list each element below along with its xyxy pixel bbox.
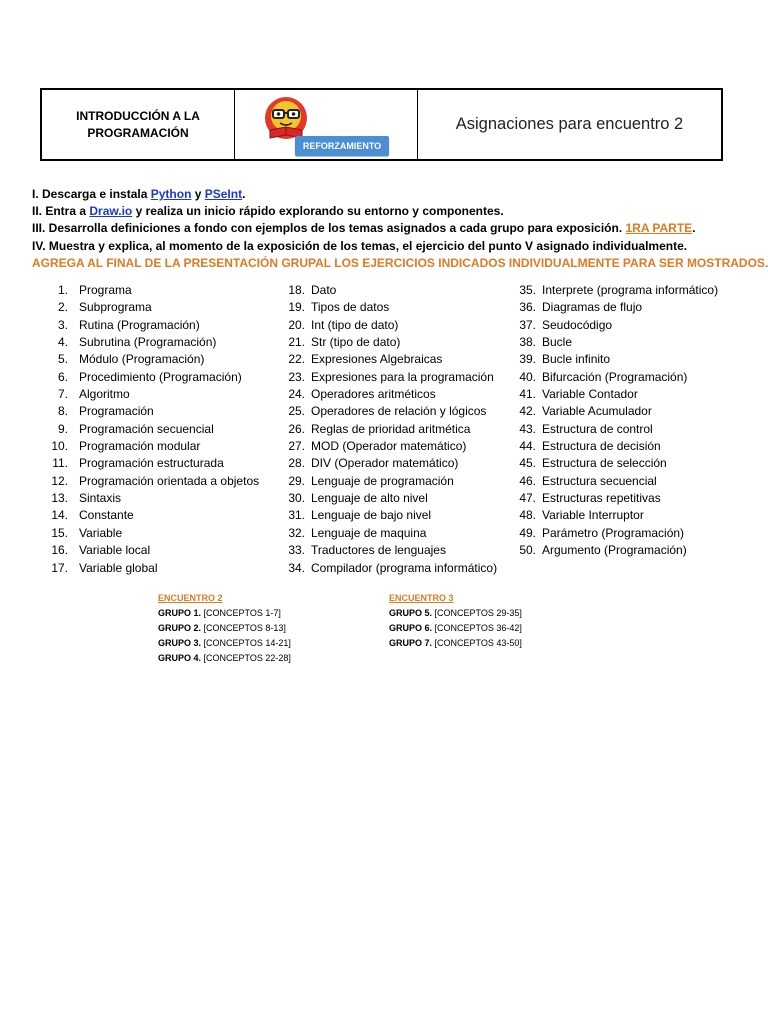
concept-label: Constante [79,508,134,523]
concept-item [288,542,497,559]
concept-number: 8. [57,404,68,419]
encuentro-title: ENCUENTRO 3 [389,593,454,603]
concept-label: DIV (Operador matemático) [311,456,459,471]
concept-label: Argumento (Programación) [542,543,687,558]
title-cell [418,90,721,159]
concept-number: 27. [288,439,305,454]
concept-number: 13. [51,491,68,506]
concept-label: Variable local [79,543,151,558]
group-range: [CONCEPTOS 22-28] [203,653,291,663]
concepts-column-1 [48,282,259,577]
concept-item [519,351,718,368]
concept-label: Tipos de datos [311,300,390,315]
concept-label: Procedimiento (Programación) [79,369,242,384]
concept-number: 49. [519,525,536,540]
course-title-line1: INTRODUCCIÓN A LA [76,108,200,123]
concept-item [48,525,259,542]
concept-item [519,334,718,351]
concept-label: Operadores de relación y lógicos [311,404,487,419]
first-part-highlight: 1RA PARTE [625,221,693,236]
instruction-3-text: III. Desarrolla definiciones a fondo con ejemplos de los temas asignados a cada grupo para exposición. [32,221,626,236]
concept-label: Expresiones Algebraicas [311,352,443,367]
instruction-3-end: . [692,221,696,236]
group-range: [CONCEPTOS 43-50] [434,638,522,648]
concept-number: 30. [288,491,305,506]
concept-number: 12. [51,473,68,488]
concept-number: 39. [519,352,536,367]
concept-label: Operadores aritméticos [311,387,436,402]
concept-label: MOD (Operador matemático) [311,439,467,454]
concept-item [519,421,718,438]
group-label: GRUPO 2. [158,623,202,633]
concept-item [48,403,259,420]
concept-number: 50. [519,543,536,558]
drawio-link[interactable]: Draw.io [89,204,133,219]
concept-number: 42. [519,404,536,419]
concept-number: 19. [288,300,305,315]
group-label: GRUPO 5. [389,608,433,618]
concept-label: Programación [79,404,154,419]
concept-number: 43. [519,421,536,436]
concept-number: 37. [519,317,536,332]
concept-label: Lenguaje de bajo nivel [311,508,432,523]
concept-label: Estructura secuencial [542,473,657,488]
concept-label: Programación modular [79,439,201,454]
concept-number: 17. [51,560,68,575]
concept-item [288,351,497,368]
instructions [32,186,768,272]
instruction-2-end: y realiza un inicio rápido explorando su entorno y componentes. [132,204,504,219]
encuentro-title: ENCUENTRO 2 [158,593,223,603]
concept-item [48,386,259,403]
concept-item [48,560,259,577]
concept-number: 4. [57,335,68,350]
concept-label: Variable Interruptor [542,508,644,523]
concept-item [288,490,497,507]
concept-item [48,455,259,472]
instruction-1-connector: y [191,187,205,201]
concept-label: Diagramas de flujo [542,300,643,315]
concept-item [48,282,259,299]
instruction-3 [32,220,752,237]
concept-label: Str (tipo de dato) [311,335,401,350]
concept-item [519,542,718,559]
concept-label: Programa [79,283,132,297]
concept-item [519,507,718,524]
concept-number: 46. [519,473,536,488]
concept-number: 7. [57,387,68,402]
concept-item [519,386,718,403]
concept-number: 47. [519,491,536,506]
concept-label: Parámetro (Programación) [542,525,685,540]
concept-item [288,455,497,472]
concept-item [48,299,259,316]
concept-number: 10. [51,439,68,454]
instruction-1-end: . [242,187,246,201]
concept-number: 9. [57,421,68,436]
group-range: [CONCEPTOS 1-7] [203,608,281,618]
instruction-5-notice: AGREGA AL FINAL DE LA PRESENTACIÓN GRUPAL LOS EJERCICIOS INDICADOS INDIVIDUALMENTE PARA SER MOSTRADOS. [32,255,768,270]
concept-label: Programación secuencial [79,421,214,436]
group-label: GRUPO 4. [158,653,202,663]
concept-label: Estructura de selección [542,456,667,471]
instruction-1 [32,186,752,203]
concept-item [48,421,259,438]
concept-item [519,473,718,490]
concept-number: 31. [288,508,305,523]
concept-item [48,507,259,524]
reforzamiento-badge: REFORZAMIENTO [295,136,389,156]
concept-item [48,369,259,386]
concepts-column-2 [288,282,497,577]
concept-label: Estructura de decisión [542,439,661,454]
concept-label: Lenguaje de maquina [311,525,427,540]
concept-label: Variable Contador [542,387,638,402]
instruction-2-text: II. Entra a [32,204,90,219]
page-title: Asignaciones para encuentro 2 [455,115,684,133]
concept-label: Programación orientada a objetos [79,473,260,488]
concept-item [519,438,718,455]
concept-item [288,282,497,299]
concept-number: 40. [519,369,536,384]
group-label: GRUPO 6. [389,623,433,633]
concept-label: Variable [79,525,123,540]
concept-label: Interprete (programa informático) [542,283,719,297]
concept-item [48,438,259,455]
concept-item [519,455,718,472]
concept-number: 1. [57,283,68,297]
concept-number: 48. [519,508,536,523]
concept-item [519,403,718,420]
concept-number: 28. [288,456,305,471]
concept-label: Reglas de prioridad aritmética [311,421,471,436]
concept-label: Sintaxis [79,491,122,506]
concept-number: 11. [52,456,68,471]
concept-label: Rutina (Programación) [79,317,200,332]
group-row [158,636,291,651]
concept-label: Lenguaje de programación [311,473,454,488]
concept-number: 45. [519,456,536,471]
concept-label: Bucle infinito [542,352,611,367]
group-range: [CONCEPTOS 36-42] [434,623,522,633]
concept-item [519,490,718,507]
concept-item [288,403,497,420]
group-row [389,606,522,621]
logo-cell [235,90,418,159]
concept-item [48,542,259,559]
course-title-line2: PROGRAMACIÓN [87,125,189,140]
concept-number: 33. [288,543,305,558]
concept-item [48,490,259,507]
concept-number: 26. [288,421,305,436]
concept-label: Lenguaje de alto nivel [311,491,428,506]
concept-label: Compilador (programa informático) [311,560,498,575]
concept-number: 14. [51,508,68,523]
concept-number: 36. [519,300,536,315]
concept-item [288,560,497,577]
concept-item [288,369,497,386]
concept-label: Int (tipo de dato) [311,317,399,332]
concept-number: 41. [519,387,536,402]
concept-number: 21. [288,335,305,350]
instruction-1-text: I. Descarga e instala [32,187,151,201]
concept-number: 34. [288,560,305,575]
concept-item [48,334,259,351]
concept-number: 24. [288,387,305,402]
concept-item [519,317,718,334]
concept-number: 23. [288,369,305,384]
concept-number: 32. [288,525,305,540]
concept-label: Variable global [79,560,158,575]
encuentro-3-block [389,591,522,651]
concept-label: Subprograma [79,300,152,315]
concept-item [288,525,497,542]
concept-label: Subrutina (Programación) [79,335,217,350]
concept-label: Bucle [542,335,573,350]
group-range: [CONCEPTOS 29-35] [434,608,522,618]
concept-label: Traductores de lenguajes [311,543,446,558]
concept-number: 38. [519,335,536,350]
group-range: [CONCEPTOS 14-21] [203,638,291,648]
concept-item [288,299,497,316]
instruction-2 [32,203,752,220]
group-label: GRUPO 3. [158,638,202,648]
concept-label: Estructuras repetitivas [542,491,661,506]
concept-item [519,299,718,316]
group-row [389,621,522,636]
group-row [158,651,291,666]
concept-number: 35. [519,283,536,297]
group-row [158,621,291,636]
concept-number: 5. [57,352,68,367]
concept-item [288,473,497,490]
concept-item [288,438,497,455]
concept-item [288,507,497,524]
python-link[interactable]: Python [150,187,192,201]
group-row [158,606,291,621]
concept-number: 44. [519,439,536,454]
group-label: GRUPO 1. [158,608,202,618]
concept-item [48,317,259,334]
concept-number: 16. [51,543,68,558]
group-range: [CONCEPTOS 8-13] [203,623,286,633]
concept-item [519,525,718,542]
concept-item [288,386,497,403]
group-label: GRUPO 7. [389,638,433,648]
concept-number: 25. [288,404,305,419]
concept-number: 20. [288,317,305,332]
concept-number: 15. [51,525,68,540]
concept-number: 6. [57,369,68,384]
course-cell [42,90,235,159]
concept-item [519,369,718,386]
concept-item [288,421,497,438]
concept-item [519,282,718,299]
concept-label: Variable Acumulador [542,404,652,419]
concept-label: Programación estructurada [79,456,224,471]
concept-label: Algoritmo [79,387,130,402]
concepts-column-3 [519,282,718,560]
concept-number: 3. [57,317,68,332]
encuentro-2-block [158,591,291,666]
concept-item [48,351,259,368]
group-row [389,636,522,651]
concept-number: 2. [57,300,68,315]
concept-item [288,317,497,334]
concept-label: Dato [311,283,337,297]
concept-item [288,334,497,351]
concept-label: Expresiones para la programación [311,369,494,384]
concept-label: Módulo (Programación) [79,352,205,367]
concept-item [48,473,259,490]
header-table [40,88,723,161]
concept-number: 29. [288,473,305,488]
instruction-4: IV. Muestra y explica, al momento de la exposición de los temas, el ejercicio del punto V asignado individualmente. [32,238,688,253]
pseint-link[interactable]: PSeInt [204,187,243,201]
concept-label: Seudocódigo [542,317,613,332]
concept-label: Bifurcación (Programación) [542,369,688,384]
concept-number: 22. [288,352,305,367]
concept-label: Estructura de control [542,421,653,436]
concept-number: 18. [288,283,305,297]
